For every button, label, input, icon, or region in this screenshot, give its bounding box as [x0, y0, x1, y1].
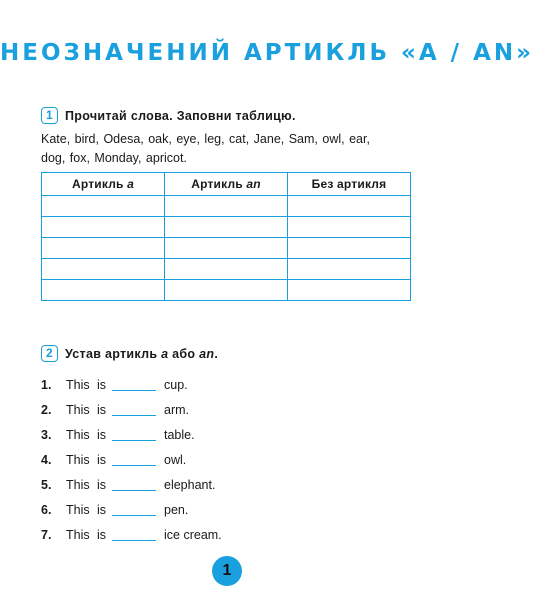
- task2-instruction-suffix: .: [214, 346, 219, 361]
- table-cell[interactable]: [165, 217, 288, 238]
- table-row: [42, 217, 411, 238]
- sentence-number: 5.: [41, 477, 52, 492]
- sentence-noun: arm.: [164, 402, 189, 417]
- task1-header: [41, 107, 296, 124]
- sentence-noun: pen.: [164, 502, 189, 517]
- sentence-this: This: [66, 402, 90, 417]
- header-article-a-em: a: [127, 177, 135, 191]
- sentence-number: 6.: [41, 502, 52, 517]
- sentence-noun: ice cream.: [164, 527, 222, 542]
- table-cell[interactable]: [288, 217, 411, 238]
- sentence-item: [41, 472, 222, 497]
- sentence-is: is: [97, 502, 107, 517]
- article-table: [41, 172, 411, 301]
- task1-number-badge: 1: [41, 107, 58, 124]
- answer-blank[interactable]: [112, 378, 156, 391]
- sentence-number: 3.: [41, 427, 52, 442]
- task2-instruction-a: a: [161, 346, 169, 361]
- table-cell[interactable]: [42, 280, 165, 301]
- table-row: [42, 259, 411, 280]
- table-cell[interactable]: [288, 238, 411, 259]
- sentence-item: [41, 372, 222, 397]
- header-article-an: [165, 173, 288, 196]
- sentence-item: [41, 497, 222, 522]
- table-cell[interactable]: [165, 196, 288, 217]
- sentence-is: is: [97, 477, 107, 492]
- sentence-this: This: [66, 527, 90, 542]
- sentence-is: is: [97, 377, 107, 392]
- table-cell[interactable]: [288, 196, 411, 217]
- answer-blank[interactable]: [112, 453, 156, 466]
- sentence-item: [41, 447, 222, 472]
- sentence-number: 7.: [41, 527, 52, 542]
- header-article-a-prefix: Артикль: [71, 177, 128, 191]
- header-article-a: [42, 173, 165, 196]
- sentence-list: [41, 372, 222, 547]
- header-no-article: [288, 173, 411, 196]
- table-cell[interactable]: [165, 280, 288, 301]
- sentence-item: [41, 397, 222, 422]
- sentence-this: This: [66, 427, 90, 442]
- table-cell[interactable]: [42, 196, 165, 217]
- header-article-an-em: an: [246, 177, 261, 191]
- sentence-noun: elephant.: [164, 477, 216, 492]
- sentence-this: This: [66, 377, 90, 392]
- task2-number-badge: 2: [41, 345, 58, 362]
- sentence-is: is: [97, 527, 107, 542]
- sentence-this: This: [66, 452, 90, 467]
- header-no-article-label: Без артикля: [311, 177, 387, 191]
- header-article-an-prefix: Артикль: [191, 177, 247, 191]
- sentence-noun: cup.: [164, 377, 188, 392]
- table-cell[interactable]: [42, 259, 165, 280]
- table-row: [42, 238, 411, 259]
- table-cell[interactable]: [165, 259, 288, 280]
- answer-blank[interactable]: [112, 528, 156, 541]
- table-row: [42, 280, 411, 301]
- table-cell[interactable]: [42, 217, 165, 238]
- sentence-is: is: [97, 402, 107, 417]
- task2-instruction-an: an: [199, 346, 215, 361]
- sentence-number: 1.: [41, 377, 52, 392]
- sentence-noun: owl.: [164, 452, 187, 467]
- answer-blank[interactable]: [112, 403, 156, 416]
- page-title: НЕОЗНАЧЕНИЙ АРТИКЛЬ «A / AN»: [0, 40, 534, 66]
- answer-blank[interactable]: [112, 428, 156, 441]
- sentence-number: 2.: [41, 402, 52, 417]
- task2-instruction-mid: або: [168, 346, 200, 361]
- sentence-this: This: [66, 502, 90, 517]
- table-cell[interactable]: [288, 259, 411, 280]
- sentence-noun: table.: [164, 427, 195, 442]
- sentence-is: is: [97, 452, 107, 467]
- table-header-row: [42, 173, 411, 196]
- answer-blank[interactable]: [112, 478, 156, 491]
- task2-header: [41, 345, 218, 362]
- page-number-badge: 1: [212, 556, 242, 586]
- word-list-line-2: dog, fox, Monday, apricot.: [41, 151, 187, 165]
- table-cell[interactable]: [42, 238, 165, 259]
- sentence-item: [41, 522, 222, 547]
- sentence-is: is: [97, 427, 107, 442]
- sentence-this: This: [66, 477, 90, 492]
- word-list: [41, 130, 423, 168]
- task1-instruction: Прочитай слова. Заповни таблицю.: [65, 108, 296, 123]
- table-cell[interactable]: [288, 280, 411, 301]
- table-row: [42, 196, 411, 217]
- table-cell[interactable]: [165, 238, 288, 259]
- answer-blank[interactable]: [112, 503, 156, 516]
- sentence-item: [41, 422, 222, 447]
- sentence-number: 4.: [41, 452, 52, 467]
- word-list-line-1: Kate, bird, Odesa, oak, eye, leg, cat, Jane, Sam, owl, ear,: [41, 132, 370, 146]
- task2-instruction-prefix: Устав артикль: [65, 346, 162, 361]
- task2-instruction: [65, 347, 218, 361]
